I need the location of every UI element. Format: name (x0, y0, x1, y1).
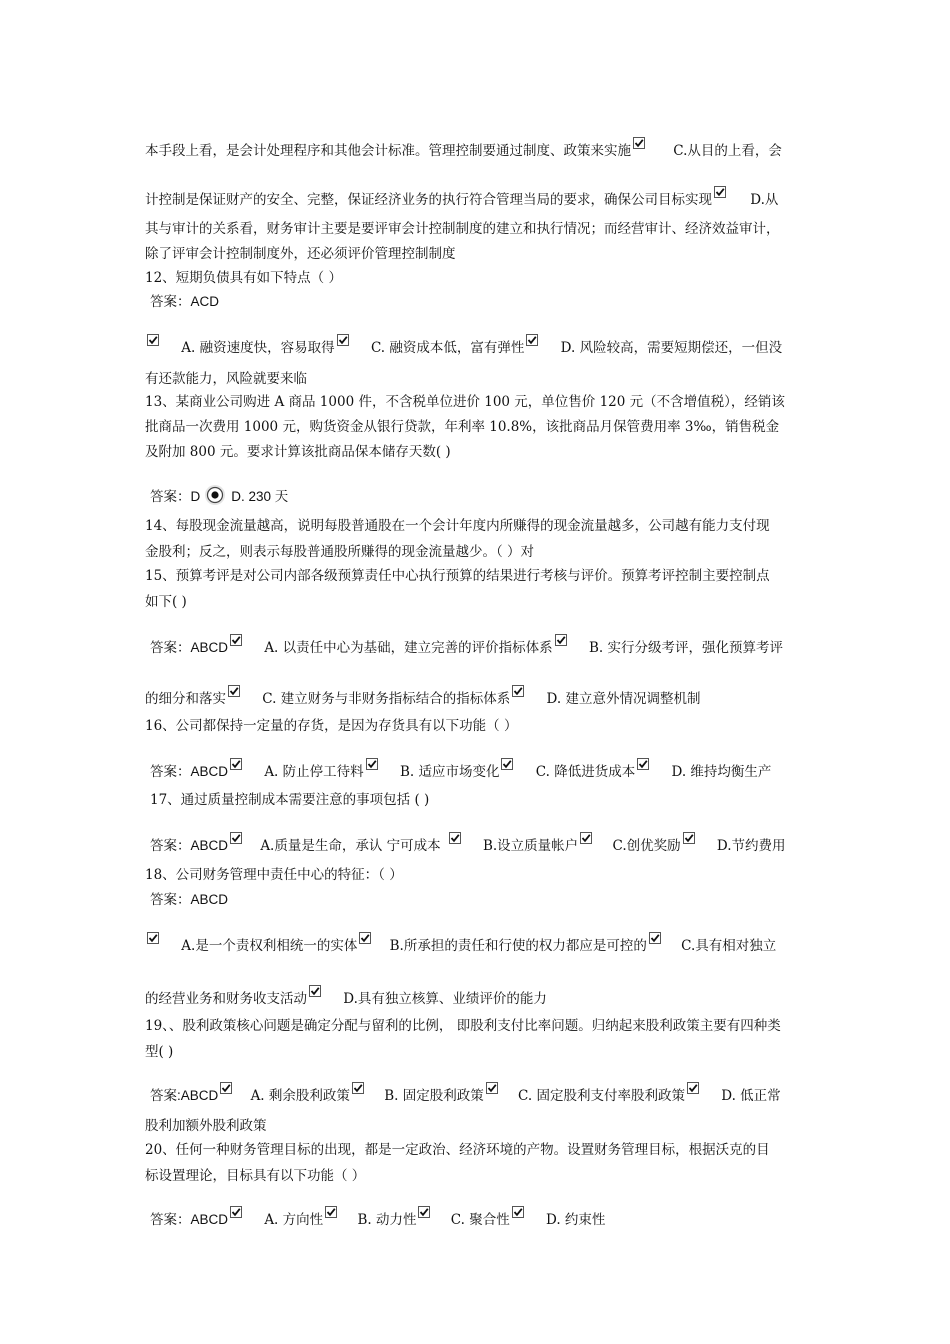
checkbox-checked-icon[interactable] (220, 1082, 232, 1094)
option-d: D. 风险较高，需要短期偿还，一但没 (560, 340, 783, 356)
checkbox-checked-icon[interactable] (449, 832, 461, 844)
answer-20: 答案：ABCD (150, 1212, 229, 1227)
option-a: A. 防止停工待料 (264, 764, 364, 780)
answer-13: 答案：D (150, 489, 201, 504)
radio-selected-icon[interactable] (202, 484, 228, 506)
option-a: A.质量是生命，承认 宁可成本 (260, 838, 441, 854)
q13-answer-row (150, 484, 288, 507)
checkbox-checked-icon[interactable] (147, 334, 159, 346)
checkbox-checked-icon[interactable] (714, 186, 726, 198)
option-b-continued: 的细分和落实 (145, 691, 226, 707)
checkbox-checked-icon[interactable] (366, 758, 378, 770)
option-b: B. 动力性 (357, 1212, 417, 1228)
q15-options (150, 634, 783, 658)
q19-options (150, 1082, 781, 1106)
option-a: A.是一个责权利相统一的实体 (181, 938, 358, 954)
option-c: C.具有相对独立 (681, 938, 777, 954)
checkbox-checked-icon[interactable] (649, 932, 661, 944)
q17-options (150, 832, 786, 856)
option-b: B.设立质量帐户 (482, 838, 579, 854)
option-d: D. 230 天 (231, 489, 289, 504)
checkbox-checked-icon[interactable] (228, 685, 240, 697)
question-15-line-2: 如下( ) (145, 594, 187, 610)
q18-options-2 (145, 985, 547, 1009)
question-14-line-2: 金股利；反之，则表示每股普通股所赚得的现金流量越少。（ ）对 (145, 544, 535, 560)
checkbox-checked-icon[interactable] (555, 634, 567, 646)
option-c: C. 聚合性 (450, 1212, 510, 1228)
question-16: 16、公司都保持一定量的存货，是因为存货具有以下功能（ ） (145, 718, 518, 734)
answer-12: 答案：ACD (150, 294, 220, 309)
checkbox-checked-icon[interactable] (230, 634, 242, 646)
option-a: A. 方向性 (264, 1212, 324, 1228)
intro-line-4: 除了评审会计控制制度外，还必须评价管理控制制度 (145, 246, 456, 262)
question-17: 17、通过质量控制成本需要注意的事项包括 ( ) (150, 792, 430, 808)
option-b: B. 实行分级考评，强化预算考评 (588, 640, 783, 656)
checkbox-checked-icon[interactable] (418, 1206, 430, 1218)
checkbox-checked-icon[interactable] (633, 137, 645, 149)
checkbox-checked-icon[interactable] (683, 832, 695, 844)
checkbox-checked-icon[interactable] (337, 334, 349, 346)
question-18: 18、公司财务管理中责任中心的特征：（ ） (145, 867, 403, 883)
q15-options-2 (145, 685, 700, 709)
option-a: A. 以责任中心为基础，建立完善的评价指标体系 (264, 640, 553, 656)
option-b: B. 适应市场变化 (399, 764, 500, 780)
checkbox-checked-icon[interactable] (325, 1206, 337, 1218)
option-d: D.节约费用 (716, 838, 786, 854)
checkbox-checked-icon[interactable] (687, 1082, 699, 1094)
answer-15: 答案：ABCD (150, 640, 229, 655)
intro-line-3: 其与审计的关系看，财务审计主要是要评审会计控制制度的建立和执行情况；而经营审计、经济效益审计， (145, 221, 780, 237)
intro-line-2 (145, 186, 778, 210)
question-13-line-2: 批商品一次费用 1000 元，购货资金从银行贷款，年利率 10.8%，该批商品月保管费用率 3‰，销售税金 (145, 419, 780, 435)
checkbox-checked-icon[interactable] (512, 1206, 524, 1218)
option-d: D.具有独立核算、业绩评价的能力 (343, 991, 547, 1007)
q18-options (145, 932, 776, 956)
checkbox-checked-icon[interactable] (147, 932, 159, 944)
checkbox-checked-icon[interactable] (580, 832, 592, 844)
checkbox-checked-icon[interactable] (309, 985, 321, 997)
question-19-line-2: 型( ) (145, 1044, 174, 1060)
answer-16: 答案：ABCD (150, 764, 229, 779)
answer-17: 答案：ABCD (150, 838, 229, 853)
option-d: D. 约束性 (546, 1212, 606, 1228)
option-c: C.从目的上看，会 (673, 143, 782, 159)
question-14-line-1: 14、每股现金流量越高，说明每股普通股在一个会计年度内所赚得的现金流量越多，公司越有能力支付现 (145, 518, 770, 534)
q12-options (145, 334, 782, 358)
option-c: C. 建立财务与非财务指标结合的指标体系 (262, 691, 511, 707)
answer-19: 答案:ABCD (150, 1088, 219, 1103)
option-d-continued: 股利加额外股利政策 (145, 1118, 267, 1134)
question-15-line-1: 15、预算考评是对公司内部各级预算责任中心执行预算的结果进行考核与评价。预算考评控制主要控制点 (145, 568, 770, 584)
checkbox-checked-icon[interactable] (637, 758, 649, 770)
option-b: B. 固定股利政策 (384, 1088, 484, 1104)
option-c: C. 降低进货成本 (535, 764, 636, 780)
question-13-line-1: 13、某商业公司购进 A 商品 1000 件，不含税单位进价 100 元，单位售价 120 元（不含增值税），经销该 (145, 394, 785, 410)
option-d: D. 低正常 (721, 1088, 781, 1104)
checkbox-checked-icon[interactable] (352, 1082, 364, 1094)
checkbox-checked-icon[interactable] (230, 758, 242, 770)
checkbox-checked-icon[interactable] (359, 932, 371, 944)
option-d: D.从 (750, 192, 779, 208)
option-a: A. 剩余股利政策 (250, 1088, 350, 1104)
question-20-line-1: 20、任何一种财务管理目标的出现，都是一定政治、经济环境的产物。设置财务管理目标，根据沃克的目 (145, 1142, 770, 1158)
question-19-line-1: 19、、股利政策核心问题是确定分配与留利的比例， 即股利支付比率问题。归纳起来股利政策主要有四种类 (145, 1018, 781, 1034)
option-d: D. 建立意外情况调整机制 (546, 691, 701, 707)
option-c: C. 融资成本低，富有弹性 (370, 340, 525, 356)
question-12: 12、短期负债具有如下特点（ ） (145, 270, 342, 286)
intro-line-1 (145, 137, 782, 161)
checkbox-checked-icon[interactable] (526, 334, 538, 346)
option-b: B.所承担的责任和行使的权力都应是可控的 (389, 938, 647, 954)
checkbox-checked-icon[interactable] (512, 685, 524, 697)
question-13-line-3: 及附加 800 元。要求计算该批商品保本储存天数( ) (145, 444, 451, 460)
answer-18: 答案：ABCD (150, 892, 229, 907)
text: 计控制是保证财产的安全、完整，保证经济业务的执行符合管理当局的要求，确保公司目标实现 (145, 192, 712, 208)
option-a: A. 融资速度快，容易取得 (181, 340, 335, 356)
option-c: C.创优奖励 (612, 838, 681, 854)
option-d: D. 维持均衡生产 (671, 764, 772, 780)
q16-options (150, 758, 771, 782)
checkbox-checked-icon[interactable] (486, 1082, 498, 1094)
text: 本手段上看，是会计处理程序和其他会计标准。管理控制要通过制度、政策来实施 (145, 143, 631, 159)
option-c-continued: 的经营业务和财务收支活动 (145, 991, 307, 1007)
checkbox-checked-icon[interactable] (230, 1206, 242, 1218)
q20-options (150, 1206, 605, 1230)
option-d-continued: 有还款能力，风险就要来临 (145, 371, 307, 387)
option-c: C. 固定股利支付率股利政策 (518, 1088, 685, 1104)
question-20-line-2: 标设置理论，目标具有以下功能（ ） (145, 1168, 366, 1184)
checkbox-checked-icon[interactable] (501, 758, 513, 770)
checkbox-checked-icon[interactable] (230, 832, 242, 844)
